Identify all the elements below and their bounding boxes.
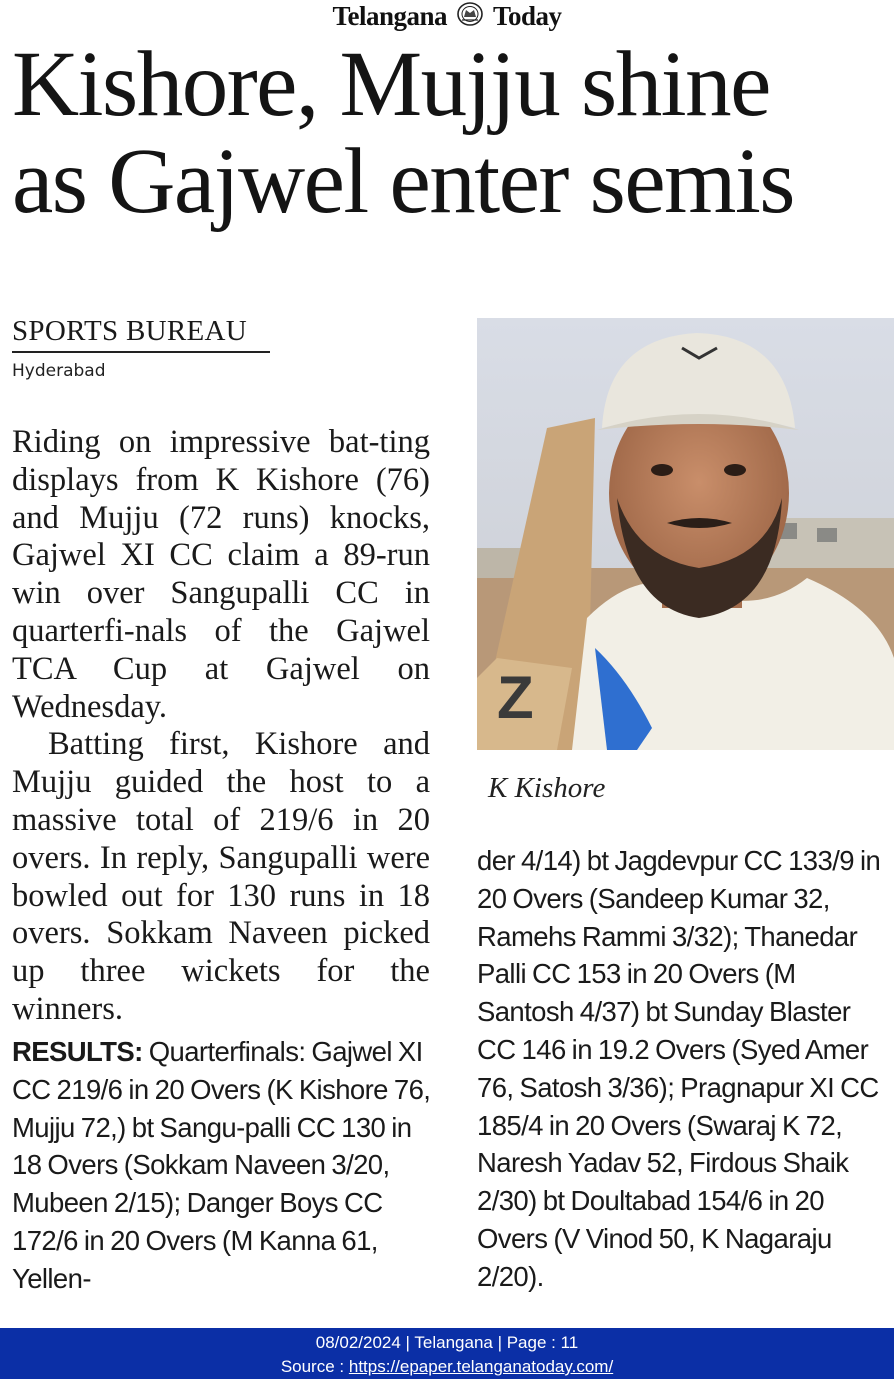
paragraph-2: Batting first, Kishore and Mujju guided the host to a massive total of 219/6 in 20 overs. In reply, Sangupalli were bowled out for 130 runs in 18 overs. Sokkam Naveen picked up three wickets for the winners. — [12, 726, 430, 1027]
headline-line-1: Kishore, Mujju shine — [12, 33, 770, 136]
headline-line-2: as Gajwel enter semis — [12, 130, 794, 233]
footer-source — [0, 1355, 894, 1379]
photo-caption: K Kishore — [488, 772, 606, 804]
footer-date-page: 08/02/2024 | Telangana | Page : 11 — [315, 1333, 579, 1352]
dateline: Hyderabad — [12, 361, 106, 381]
paragraph-1: Riding on impressive bat-ting displays from K Kishore (76) and Mujju (72 runs) knocks, Gajwel XI CC claim a 89-run win over Sangupalli CC in quarterfi-nals of the Gajwel TCA Cup at Gajwel on Wednesday. — [12, 424, 430, 725]
svg-text:Z: Z — [497, 664, 534, 731]
results-right-column: der 4/14) bt Jagdevpur CC 133/9 in 20 Overs (Sandeep Kumar 32, Ramehs Rammi 3/32); Thanedar Palli CC 153 in 20 Overs (M Santosh 4/37) bt Sunday Blaster CC 146 in 19.2 Overs (Syed Amer 76, Satosh 3/36); Pragnapur XI CC 185/4 in 20 Overs (Swaraj K 72, Naresh Yadav 52, Firdous Shaik 2/30) bt Doultabad 154/6 in 20 Overs (V Vinod 50, K Nagaraju 2/20). — [477, 845, 881, 1292]
masthead-left: Telangana — [332, 1, 447, 31]
player-photo — [477, 318, 894, 750]
byline: SPORTS BUREAU — [12, 314, 270, 353]
results-left-column — [12, 1033, 432, 1298]
results-label: RESULTS: — [12, 1036, 143, 1067]
footer-bar — [0, 1328, 894, 1379]
masthead — [0, 0, 894, 34]
headline — [12, 33, 894, 233]
article-body — [12, 424, 430, 1029]
footer-source-link[interactable]: https://epaper.telanganatoday.com/ — [348, 1357, 614, 1376]
results-text-left: Quarterfinals: Gajwel XI CC 219/6 in 20 Overs (K Kishore 76, Mujju 72,) bt Sangu-palli CC 130 in 18 Overs (Sokkam Naveen 3/20, Mubeen 2/15); Danger Boys CC 172/6 in 20 Overs (M Kanna 61, Yellen- — [12, 1036, 431, 1294]
masthead-right: Today — [493, 1, 562, 31]
footer-source-label: Source : — [280, 1357, 349, 1376]
seal-icon — [457, 1, 483, 33]
